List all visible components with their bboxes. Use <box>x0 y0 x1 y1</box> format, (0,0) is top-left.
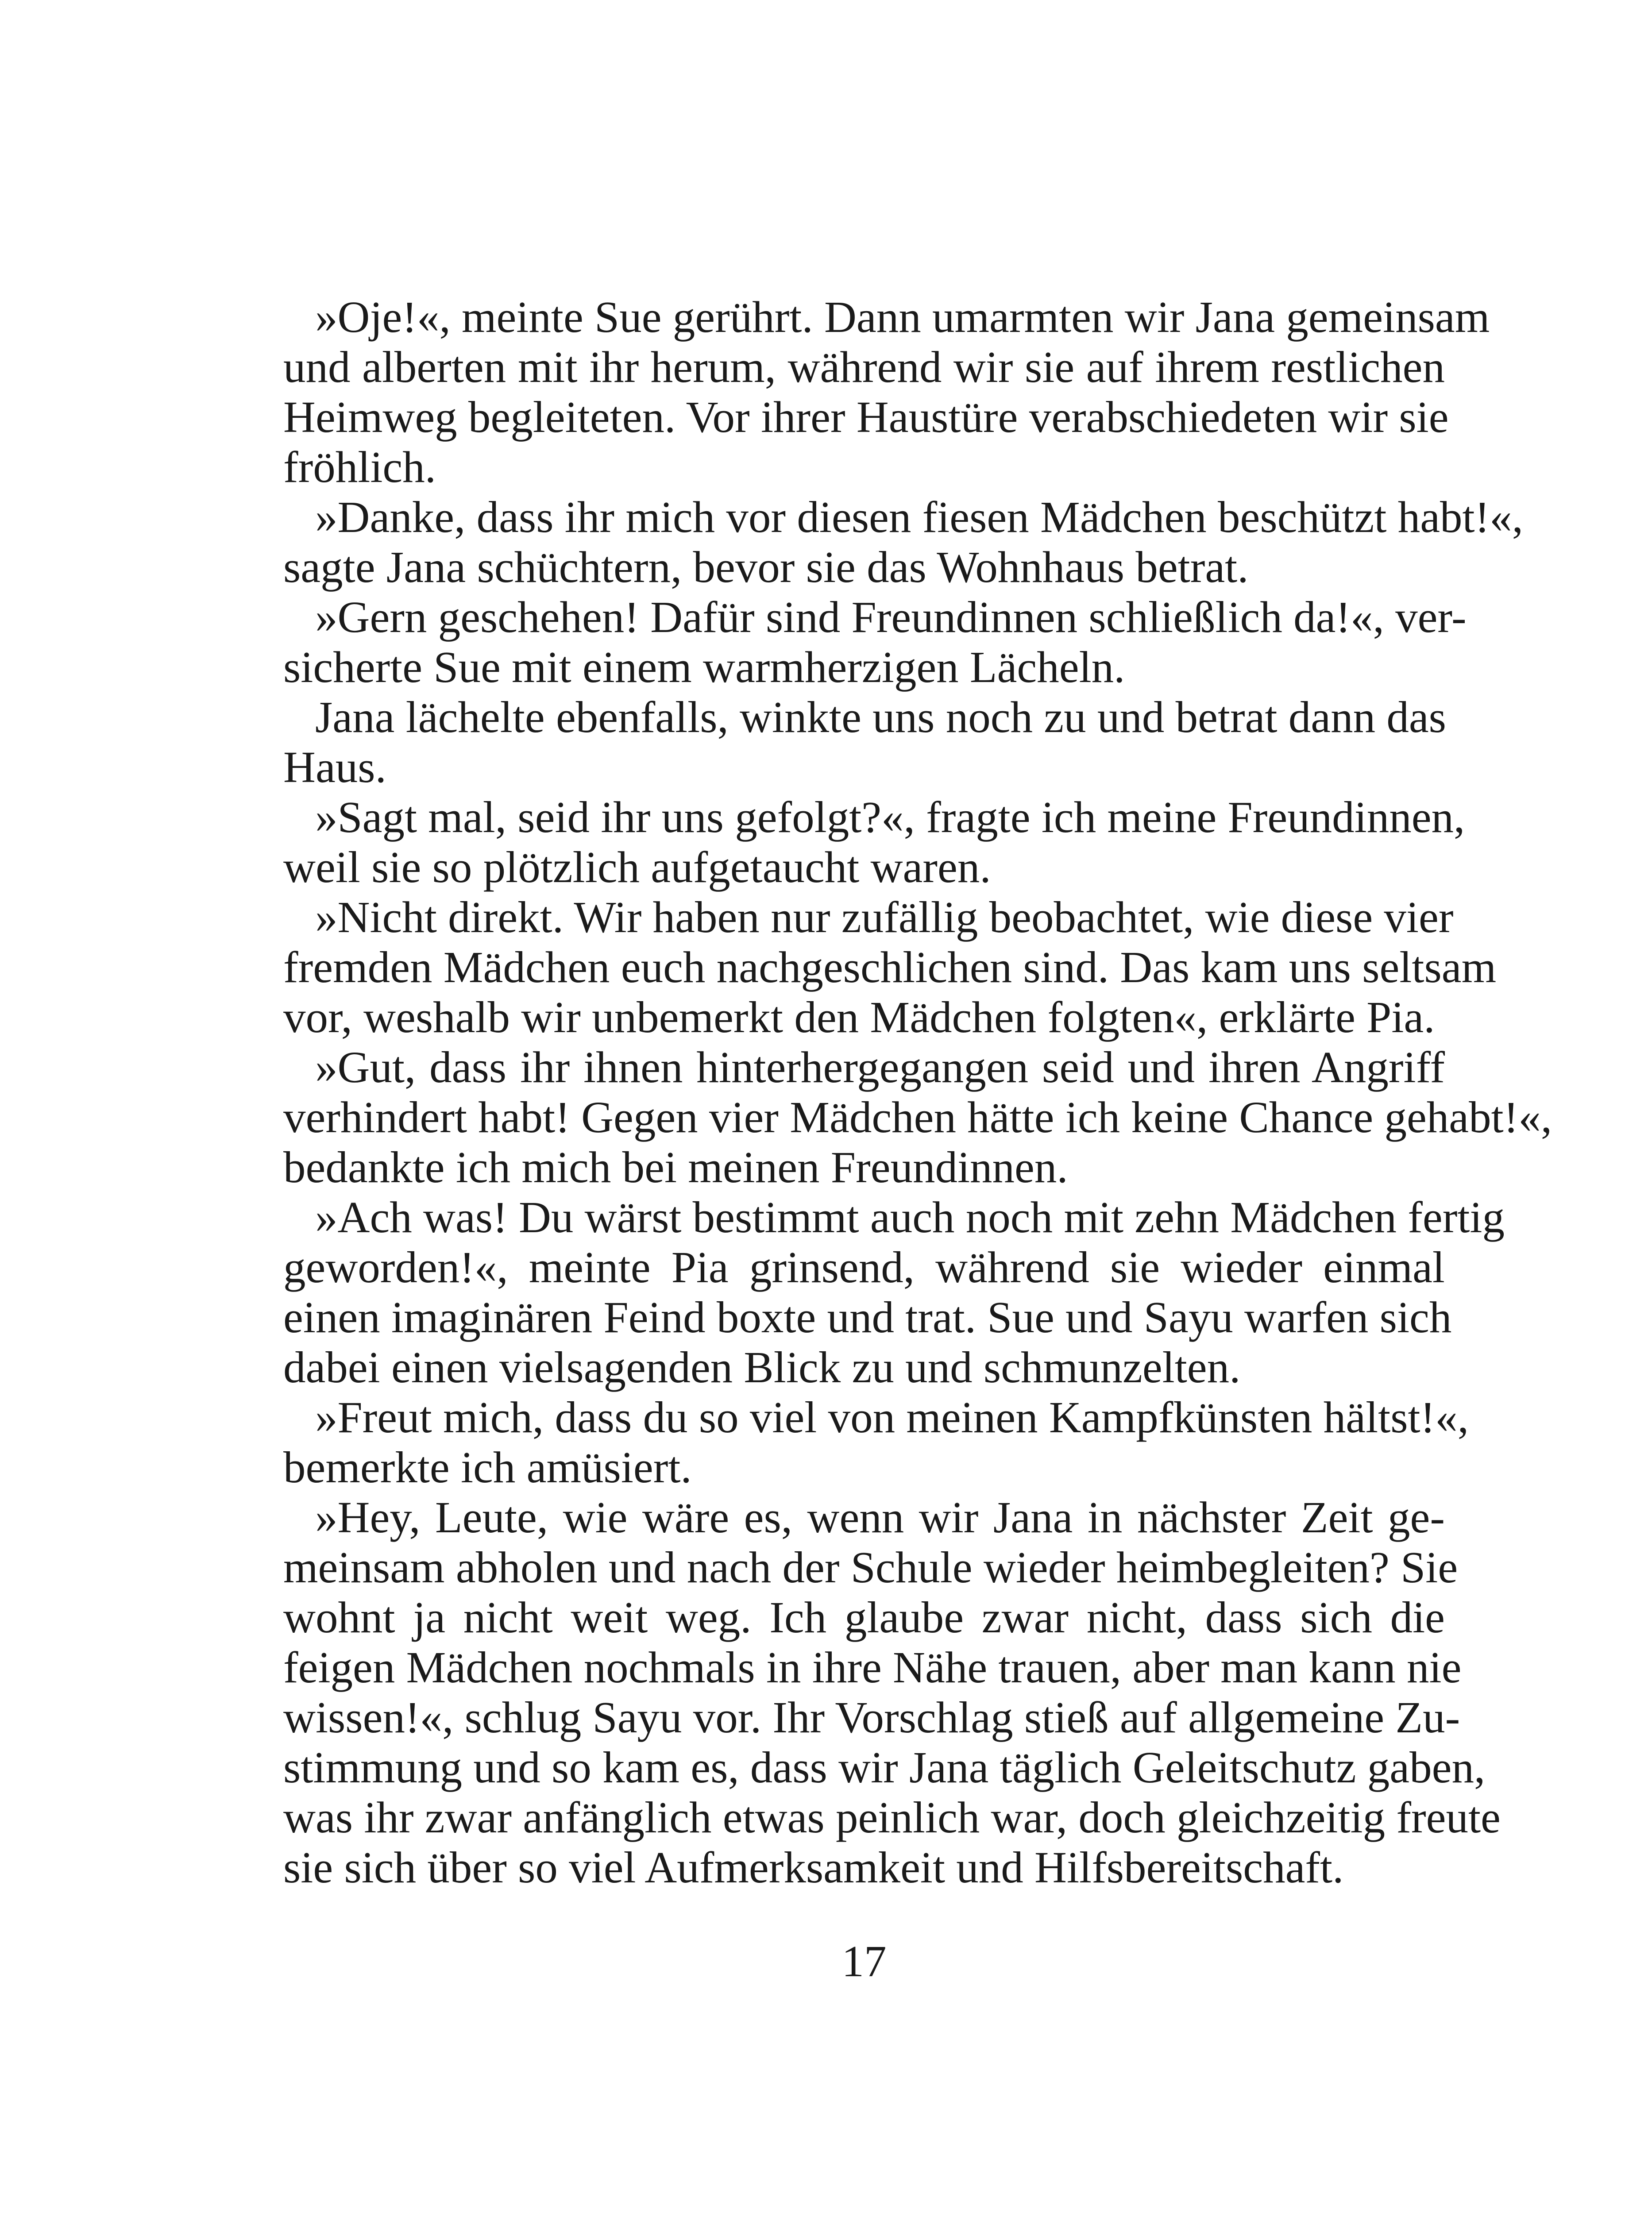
paragraph <box>283 1192 1505 1392</box>
text-line: feigen Mädchen nochmals in ihre Nähe trauen, aber man kann nie <box>283 1642 1462 1692</box>
text-line: was ihr zwar anfänglich etwas peinlich war, doch gleichzeitig freute <box>283 1793 1501 1842</box>
text-line: wissen!«, schlug Sayu vor. Ihr Vorschlag stieß auf allgemeine Zu- <box>283 1693 1460 1742</box>
paragraph <box>283 492 1523 592</box>
text-line: fremden Mädchen euch nachgeschlichen sind. Das kam uns seltsam <box>283 942 1497 992</box>
text-line: verhindert habt! Gegen vier Mädchen hätte ich keine Chance gehabt!«, <box>283 1092 1552 1142</box>
paragraph <box>283 692 1445 792</box>
text-line: stimmung und so kam es, dass wir Jana täglich Geleitschutz gaben, <box>283 1743 1486 1792</box>
paragraph <box>283 292 1490 492</box>
paragraph <box>283 1492 1501 1893</box>
paragraph <box>283 1392 1469 1492</box>
text-line: »Nicht direkt. Wir haben nur zufällig beobachtet, wie diese vier <box>315 892 1454 942</box>
text-line: »Sagt mal, seid ihr uns gefolgt?«, fragte ich meine Freundinnen, <box>315 792 1465 842</box>
paragraph <box>283 792 1465 892</box>
text-line: geworden!«, meinte Pia grinsend, während sie wieder einmal <box>283 1242 1445 1292</box>
text-line: »Gern geschehen! Dafür sind Freundinnen schließlich da!«, ver- <box>315 592 1467 642</box>
text-line: »Gut, dass ihr ihnen hinterhergegangen seid und ihren Angriff <box>315 1042 1445 1092</box>
paragraph <box>283 592 1467 692</box>
text-line: »Danke, dass ihr mich vor diesen fiesen Mädchen beschützt habt!«, <box>315 492 1523 542</box>
text-line: bedankte ich mich bei meinen Freundinnen. <box>283 1142 1068 1192</box>
body-text <box>283 292 1552 1893</box>
text-line: und alberten mit ihr herum, während wir sie auf ihrem restlichen <box>283 342 1445 392</box>
text-line: dabei einen vielsagenden Blick zu und schmunzelten. <box>283 1342 1241 1392</box>
text-line: einen imaginären Feind boxte und trat. Sue und Sayu warfen sich <box>283 1292 1452 1342</box>
text-line: sicherte Sue mit einem warmherzigen Lächeln. <box>283 642 1125 692</box>
text-line: meinsam abholen und nach der Schule wieder heimbegleiten? Sie <box>283 1542 1458 1592</box>
text-line: sie sich über so viel Aufmerksamkeit und Hilfsbereitschaft. <box>283 1843 1344 1892</box>
text-line: Jana lächelte ebenfalls, winkte uns noch zu und betrat dann das <box>315 692 1446 742</box>
text-line: »Ach was! Du wärst bestimmt auch noch mit zehn Mädchen fertig <box>315 1192 1505 1242</box>
text-line: »Oje!«, meinte Sue gerührt. Dann umarmten wir Jana gemeinsam <box>315 292 1490 342</box>
text-line: vor, weshalb wir unbemerkt den Mädchen folgten«, erklärte Pia. <box>283 992 1435 1042</box>
text-line: wohnt ja nicht weit weg. Ich glaube zwar nicht, dass sich die <box>283 1592 1445 1642</box>
text-line: bemerkte ich amüsiert. <box>283 1442 692 1492</box>
page-number: 17 <box>841 1936 887 1986</box>
text-line: Haus. <box>283 742 386 792</box>
text-line: fröhlich. <box>283 442 436 492</box>
paragraph <box>283 1042 1552 1192</box>
paragraph <box>283 892 1497 1042</box>
text-line: sagte Jana schüchtern, bevor sie das Wohnhaus betrat. <box>283 542 1249 592</box>
text-line: »Hey, Leute, wie wäre es, wenn wir Jana in nächster Zeit ge- <box>315 1492 1445 1542</box>
text-line: »Freut mich, dass du so viel von meinen Kampfkünsten hältst!«, <box>315 1392 1469 1442</box>
text-line: Heimweg begleiteten. Vor ihrer Haustüre verabschiedeten wir sie <box>283 392 1449 442</box>
text-line: weil sie so plötzlich aufgetaucht waren. <box>283 842 991 892</box>
